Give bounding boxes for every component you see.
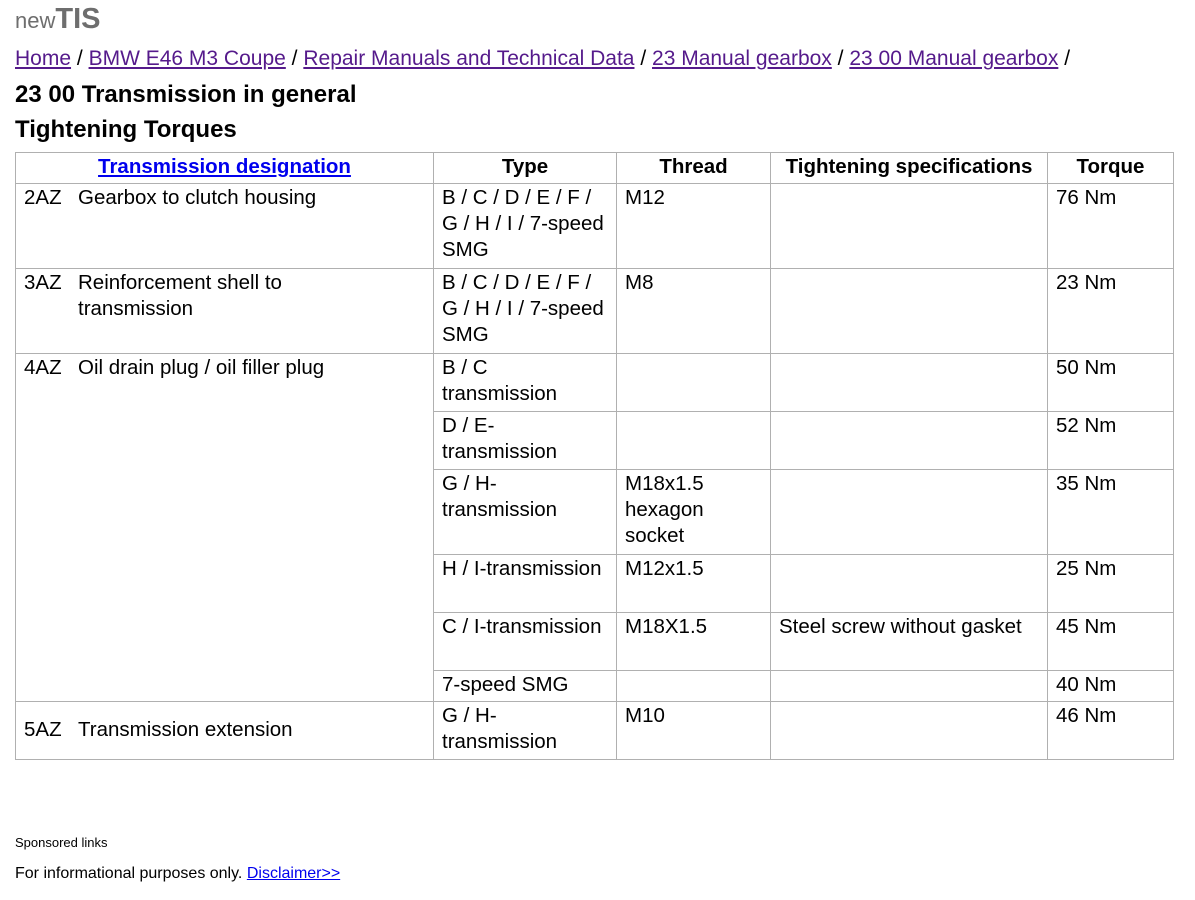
column-header-spec: Tightening specifications (771, 153, 1048, 184)
type-cell: B / C transmission (434, 354, 617, 412)
table-row (16, 184, 1174, 269)
spec-cell (771, 702, 1048, 760)
designation-text: Reinforcement shell to transmission (78, 271, 282, 320)
type-cell: D / E-transmission (434, 412, 617, 470)
page-content (15, 0, 1175, 760)
torque-cell: 45 Nm (1048, 613, 1174, 671)
spec-cell (771, 412, 1048, 470)
thread-cell (617, 671, 771, 702)
logo-prefix: new (15, 8, 56, 33)
torque-cell: 50 Nm (1048, 354, 1174, 412)
position-code: 2AZ (24, 186, 62, 209)
table-row (16, 702, 1174, 760)
table-header-row (16, 153, 1174, 184)
thread-cell: M12x1.5 (617, 555, 771, 613)
breadcrumb-separator: / (1064, 47, 1071, 70)
breadcrumb-gearbox-section[interactable]: 23 00 Manual gearbox (849, 47, 1059, 70)
torque-cell: 35 Nm (1048, 470, 1174, 555)
position-code: 4AZ (24, 356, 62, 379)
footer-info-text: For informational purposes only. (15, 865, 243, 882)
thread-cell: M12 (617, 184, 771, 269)
column-header-designation[interactable] (16, 153, 434, 184)
spec-cell: Steel screw without gasket (771, 613, 1048, 671)
designation-cell (16, 702, 434, 760)
footer-info (15, 864, 340, 884)
type-cell: B / C / D / E / F / G / H / I / 7-speed SMG (434, 269, 617, 354)
designation-cell (16, 269, 434, 354)
type-cell: G / H-transmission (434, 470, 617, 555)
thread-cell: M18X1.5 (617, 613, 771, 671)
torque-cell: 40 Nm (1048, 671, 1174, 702)
spec-cell (771, 269, 1048, 354)
type-cell: G / H-transmission (434, 702, 617, 760)
thread-cell (617, 412, 771, 470)
table-row (16, 354, 1174, 412)
breadcrumb-repair-manuals[interactable]: Repair Manuals and Technical Data (303, 47, 635, 70)
breadcrumb-model[interactable]: BMW E46 M3 Coupe (88, 47, 286, 70)
position-code: 3AZ (24, 271, 62, 294)
torque-cell: 52 Nm (1048, 412, 1174, 470)
type-cell: 7-speed SMG (434, 671, 617, 702)
sort-designation-link[interactable]: Transmission designation (98, 155, 351, 178)
disclaimer-link[interactable]: Disclaimer>> (246, 865, 341, 882)
breadcrumb-home[interactable]: Home (15, 47, 72, 70)
sponsored-links-label: Sponsored links (15, 835, 108, 850)
breadcrumb (15, 46, 1175, 72)
breadcrumb-separator: / (837, 47, 844, 70)
spec-cell (771, 354, 1048, 412)
type-cell: H / I-transmission (434, 555, 617, 613)
type-cell: B / C / D / E / F / G / H / I / 7-speed SMG (434, 184, 617, 269)
column-header-type: Type (434, 153, 617, 184)
designation-text: Gearbox to clutch housing (78, 186, 317, 209)
torque-table (15, 152, 1174, 760)
designation-cell (16, 184, 434, 269)
column-header-torque: Torque (1048, 153, 1174, 184)
designation-text: Transmission extension (78, 717, 293, 741)
designation-text: Oil drain plug / oil filler plug (78, 356, 325, 379)
thread-cell: M8 (617, 269, 771, 354)
logo-suffix: TIS (55, 3, 101, 35)
spec-cell (771, 555, 1048, 613)
designation-cell (16, 354, 434, 702)
breadcrumb-manual-gearbox[interactable]: 23 Manual gearbox (652, 47, 832, 70)
position-code: 5AZ (24, 717, 62, 741)
thread-cell: M18x1.5 hexagon socket (617, 470, 771, 555)
torque-cell: 23 Nm (1048, 269, 1174, 354)
page-title: 23 00 Transmission in general (15, 81, 357, 108)
breadcrumb-separator: / (76, 47, 83, 70)
thread-cell: M10 (617, 702, 771, 760)
type-cell: C / I-transmission (434, 613, 617, 671)
spec-cell (771, 184, 1048, 269)
spec-cell (771, 671, 1048, 702)
breadcrumb-separator: / (291, 47, 298, 70)
spec-cell (771, 470, 1048, 555)
table-row (16, 269, 1174, 354)
breadcrumb-separator: / (640, 47, 647, 70)
thread-cell (617, 354, 771, 412)
site-logo[interactable] (15, 0, 1175, 38)
column-header-thread: Thread (617, 153, 771, 184)
section-title: Tightening Torques (15, 116, 237, 143)
torque-cell: 25 Nm (1048, 555, 1174, 613)
torque-cell: 76 Nm (1048, 184, 1174, 269)
torque-cell: 46 Nm (1048, 702, 1174, 760)
